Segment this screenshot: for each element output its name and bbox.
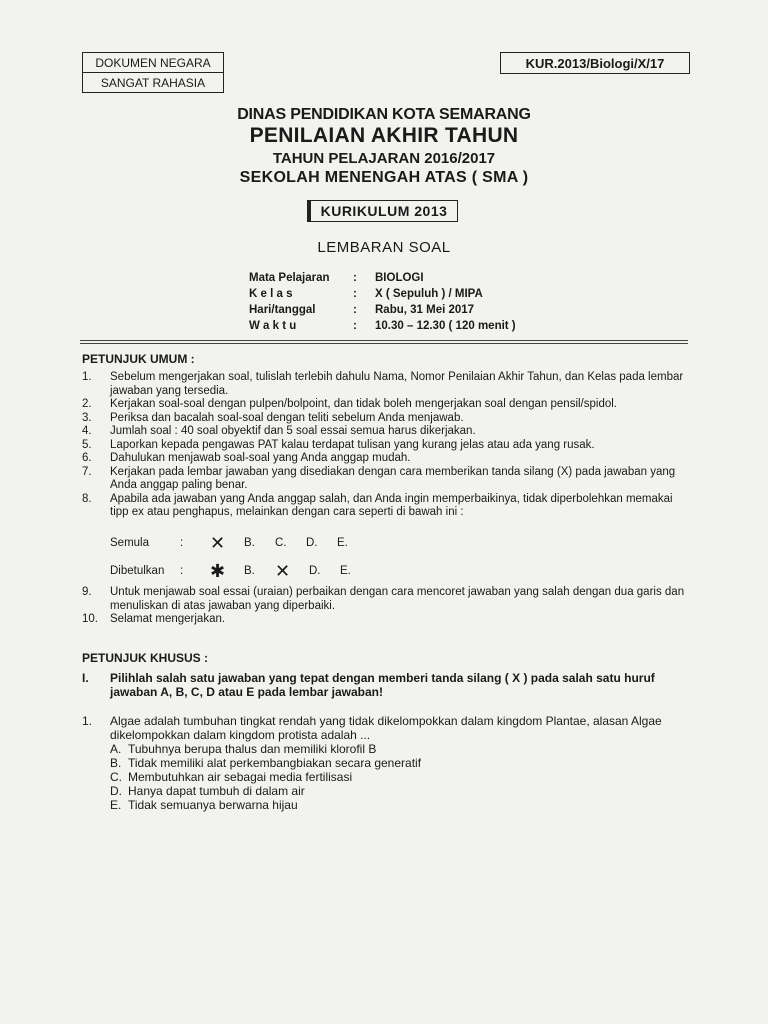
divider <box>80 340 688 341</box>
option-label: B. <box>244 537 255 549</box>
classification-box <box>82 52 224 93</box>
info-label: K e l a s <box>249 288 293 300</box>
curriculum-badge: KURIKULUM 2013 <box>310 200 459 222</box>
answer-option <box>110 770 690 784</box>
special-instruction <box>82 671 690 699</box>
example-label: Dibetulkan <box>110 565 165 577</box>
example-dibetulkan <box>110 561 371 581</box>
item-text: Kerjakan soal-soal dengan pulpen/bolpoint, dan tidak boleh mengerjakan soal dengan pensil/spidol. <box>110 398 617 410</box>
option-label: D. <box>306 537 318 549</box>
answer-text: Tidak memiliki alat perkembangbiakan secara generatif <box>128 756 422 770</box>
list-item <box>82 671 690 699</box>
item-number: 6. <box>82 452 92 464</box>
item-number: 5. <box>82 438 92 451</box>
agency-title: DINAS PENDIDIKAN KOTA SEMARANG <box>237 106 531 123</box>
list-item <box>82 439 690 453</box>
sheet-title: LEMBARAN SOAL <box>317 239 451 256</box>
general-instructions-list <box>82 371 690 520</box>
info-row <box>249 270 516 286</box>
list-item <box>82 412 690 426</box>
item-number: 2. <box>82 398 92 410</box>
example-colon: : <box>180 565 184 577</box>
list-item <box>82 425 690 439</box>
info-value: 10.30 – 12.30 ( 120 menit ) <box>375 320 516 332</box>
info-label: Mata Pelajaran <box>249 272 330 284</box>
answer-option <box>110 784 690 798</box>
info-colon: : <box>353 320 357 332</box>
example-semula <box>110 533 368 553</box>
option-label: E. <box>337 537 348 549</box>
document-code: KUR.2013/Biologi/X/17 <box>500 52 690 74</box>
example-colon: : <box>180 537 184 549</box>
question-stem <box>82 714 690 742</box>
list-item <box>82 613 690 627</box>
list-item <box>82 452 690 466</box>
item-text: Untuk menjawab soal essai (uraian) perbaikan dengan cara mencoret jawaban yang salah dengan dua garis dan menuliskan di atas jawaban yang diperbaiki. <box>110 586 685 612</box>
answer-letter: D. <box>110 784 122 798</box>
option-label: E. <box>340 565 351 577</box>
info-value: BIOLOGI <box>375 272 424 284</box>
item-text: Jumlah soal : 40 soal obyektif dan 5 soal essai semua harus dikerjakan. <box>110 425 476 437</box>
item-text: Sebelum mengerjakan soal, tulislah terlebih dahulu Nama, Nomor Penilaian Akhir Tahun, dan Kelas pada lembar jawaban yang tersedia. <box>110 371 684 397</box>
info-colon: : <box>353 272 357 284</box>
example-label: Semula <box>110 537 149 549</box>
answer-text: Hanya dapat tumbuh di dalam air <box>128 784 305 798</box>
item-text: Pilihlah salah satu jawaban yang tepat dengan memberi tanda silang ( X ) pada salah satu huruf jawaban A, B, C, D atau E pada lembar jawaban! <box>110 671 655 699</box>
list-item <box>82 466 690 493</box>
item-number: 10. <box>82 613 98 625</box>
general-instructions-list-continued <box>82 586 690 627</box>
info-value: X ( Sepuluh ) / MIPA <box>375 288 483 300</box>
doc-line-2: SANGAT RAHASIA <box>100 76 206 90</box>
answer-letter: C. <box>110 770 122 784</box>
answer-text: Tidak semuanya berwarna hijau <box>128 798 298 812</box>
divider <box>80 343 688 344</box>
question-text: Algae adalah tumbuhan tingkat rendah yang tidak dikelompokkan dalam kingdom Plantae, alasan Algae dikelompokkan dalam kingdom protista adalah ... <box>110 714 662 742</box>
item-number: 9. <box>82 586 92 598</box>
general-instructions-title: PETUNJUK UMUM : <box>82 352 195 366</box>
school-level: SEKOLAH MENENGAH ATAS ( SMA ) <box>239 169 529 186</box>
list-item <box>82 398 690 412</box>
item-number: I. <box>82 671 89 685</box>
item-text: Selamat mengerjakan. <box>110 613 226 625</box>
list-item <box>82 586 690 613</box>
answer-text: Tubuhnya berupa thalus dan memiliki klorofil B <box>128 742 377 756</box>
info-value: Rabu, 31 Mei 2017 <box>375 304 475 316</box>
item-text: Apabila ada jawaban yang Anda anggap salah, dan Anda ingin memperbaikinya, tidak diperbolehkan memakai tipp ex atau penghapus, melainkan dengan cara seperti di bawah ini : <box>110 492 673 518</box>
info-colon: : <box>353 304 357 316</box>
option-label: B. <box>244 565 255 577</box>
info-row <box>249 302 516 318</box>
item-text: Periksa dan bacalah soal-soal dengan teliti sebelum Anda menjawab. <box>110 411 464 424</box>
answer-letter: E. <box>110 798 122 812</box>
cross-mark-icon: ✕ <box>275 561 291 581</box>
item-number: 7. <box>82 465 92 478</box>
list-item <box>82 371 690 398</box>
answer-options <box>110 742 690 812</box>
item-number: 4. <box>82 425 92 437</box>
cross-mark-icon: ✕ <box>210 533 226 553</box>
answer-letter: B. <box>110 756 122 770</box>
answer-option <box>110 756 690 770</box>
info-colon: : <box>353 288 357 300</box>
exam-title: PENILAIAN AKHIR TAHUN <box>249 124 519 147</box>
question-number: 1. <box>82 714 93 728</box>
item-text: Dahulukan menjawab soal-soal yang Anda anggap mudah. <box>110 452 411 464</box>
item-number: 1. <box>82 371 92 383</box>
special-instructions-title: PETUNJUK KHUSUS : <box>82 651 209 665</box>
option-label: C. <box>275 537 287 549</box>
answer-letter: A. <box>110 742 122 756</box>
info-label: Hari/tanggal <box>249 304 316 316</box>
corrected-mark-icon: ✱ <box>210 561 226 581</box>
item-text: Laporkan kepada pengawas PAT kalau terdapat tulisan yang kurang jelas atau ada yang rusak. <box>110 438 595 451</box>
list-item <box>82 493 690 520</box>
item-number: 3. <box>82 411 92 424</box>
question-1 <box>82 714 690 812</box>
info-label: W a k t u <box>249 320 297 332</box>
answer-text: Membutuhkan air sebagai media fertilisasi <box>128 770 353 784</box>
doc-line-1: DOKUMEN NEGARA <box>83 53 223 73</box>
info-row <box>249 318 516 334</box>
info-row <box>249 286 516 302</box>
item-number: 8. <box>82 492 92 505</box>
item-text: Kerjakan pada lembar jawaban yang disediakan dengan cara memberikan tanda silang (X) pada jawaban yang Anda anggap paling benar. <box>110 465 676 491</box>
answer-option <box>110 798 690 812</box>
academic-year: TAHUN PELAJARAN 2016/2017 <box>272 150 496 167</box>
option-label: D. <box>309 565 321 577</box>
answer-option <box>110 742 690 756</box>
exam-info <box>249 270 516 334</box>
